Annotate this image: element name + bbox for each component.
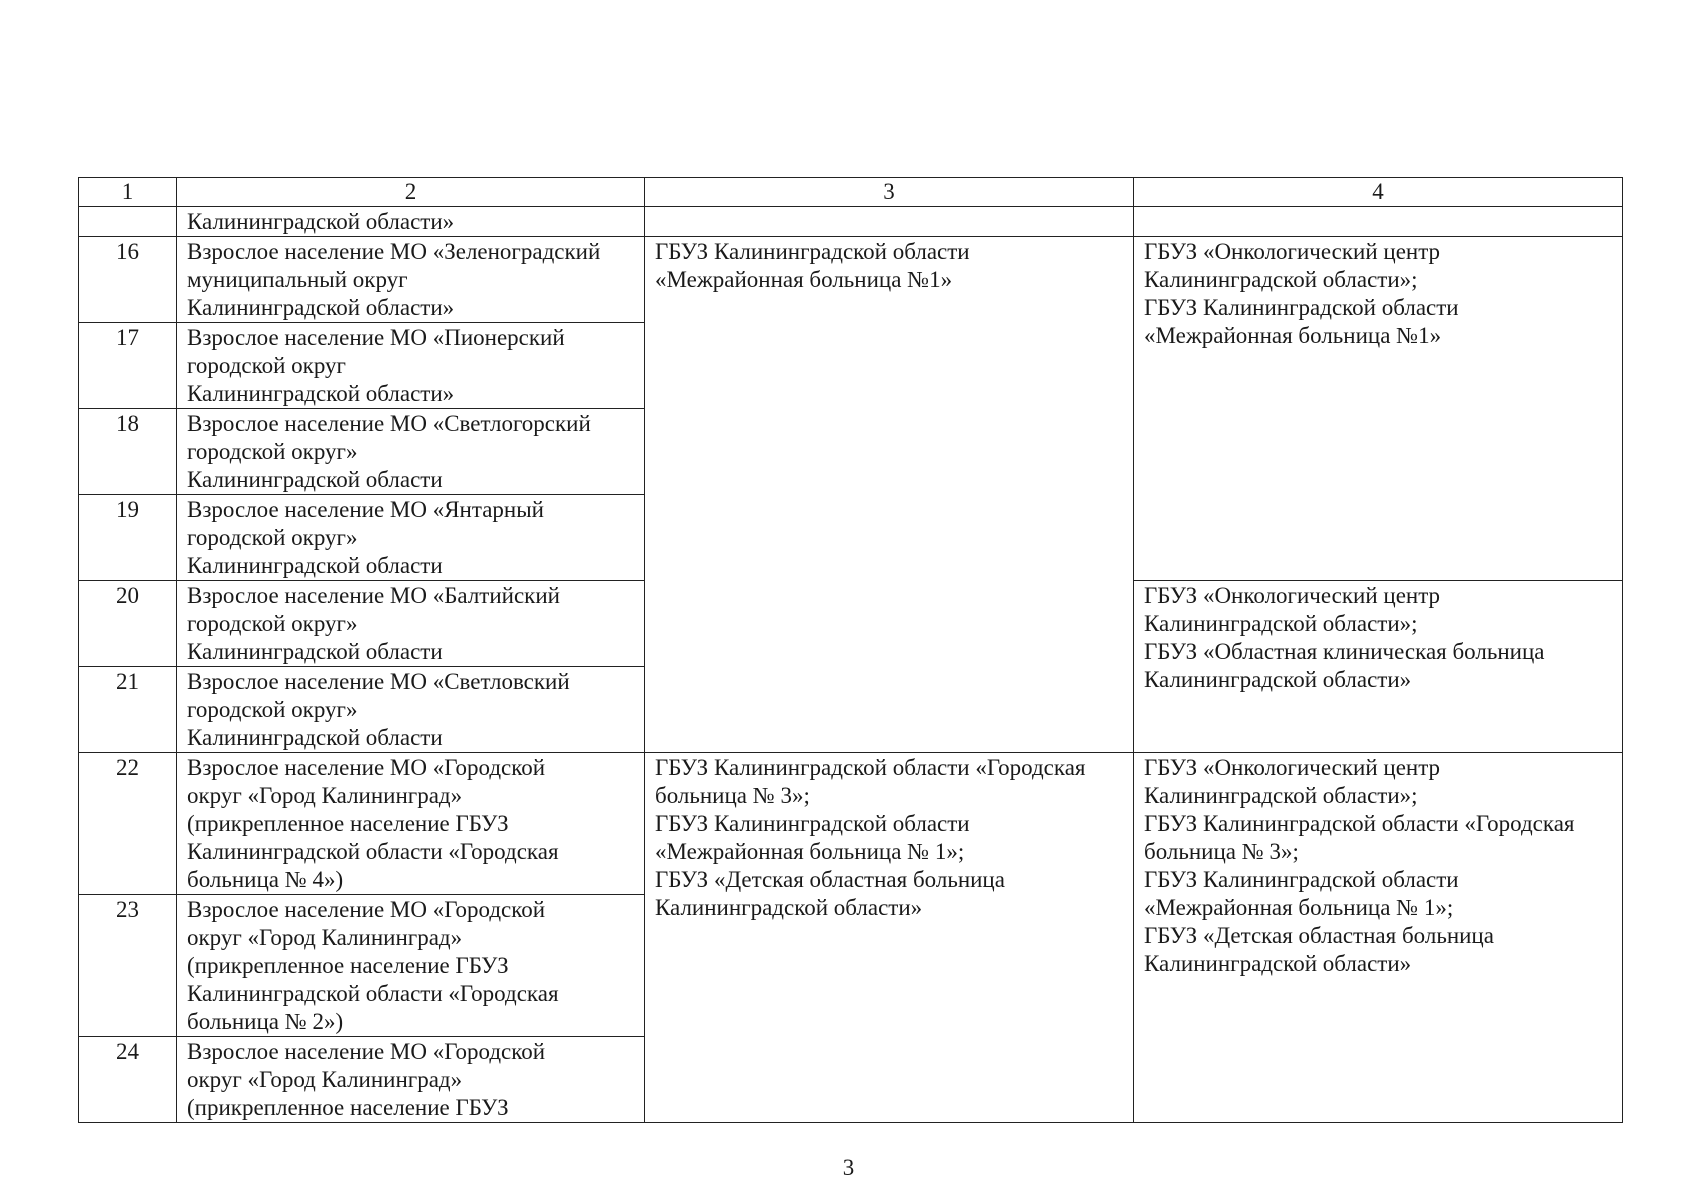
oncology-facility-cell <box>1134 207 1623 237</box>
population-cell: Калининградской области» <box>177 207 645 237</box>
row-number: 24 <box>79 1037 177 1123</box>
table-row-continuation <box>79 207 1623 237</box>
table-header-row <box>79 178 1623 207</box>
page-number: 3 <box>842 1155 855 1180</box>
header-col-1: 1 <box>79 178 177 207</box>
document-table <box>78 177 1623 1123</box>
population-cell: Взрослое население МО «Зеленоградский муниципальный округ Калининградской области» <box>177 237 645 323</box>
row-number-cell <box>79 207 177 237</box>
population-cell: Взрослое население МО «Светловский городской округ» Калининградской области <box>177 667 645 753</box>
care-facility-cell: ГБУЗ Калининградской области «Межрайонная больница №1» <box>645 237 1134 753</box>
row-number: 21 <box>79 667 177 753</box>
table-row <box>79 753 1623 895</box>
care-facility-cell <box>645 207 1134 237</box>
row-number: 23 <box>79 895 177 1037</box>
population-cell: Взрослое население МО «Городской округ «Город Калининград» (прикрепленное население ГБУЗ Калининградской области «Городская больница № 2») <box>177 895 645 1037</box>
population-cell: Взрослое население МО «Пионерский городской округ Калининградской области» <box>177 323 645 409</box>
row-number: 16 <box>79 237 177 323</box>
population-cell: Взрослое население МО «Светлогорский городской округ» Калининградской области <box>177 409 645 495</box>
population-cell: Взрослое население МО «Балтийский городской округ» Калининградской области <box>177 581 645 667</box>
oncology-facility-cell: ГБУЗ «Онкологический центр Калининградской области»; ГБУЗ Калининградской области «Межрайонная больница №1» <box>1134 237 1623 581</box>
row-number: 19 <box>79 495 177 581</box>
population-cell: Взрослое население МО «Янтарный городской округ» Калининградской области <box>177 495 645 581</box>
header-col-2: 2 <box>177 178 645 207</box>
row-number: 17 <box>79 323 177 409</box>
oncology-facility-cell: ГБУЗ «Онкологический центр Калининградской области»; ГБУЗ Калининградской области «Городская больница № 3»; ГБУЗ Калининградской области «Межрайонная больница № 1»; ГБУЗ «Детская областная больница Калининградской области» <box>1134 753 1623 1123</box>
population-cell: Взрослое население МО «Городской округ «Город Калининград» (прикрепленное население ГБУЗ Калининградской области «Городская больница № 4») <box>177 753 645 895</box>
population-cell: Взрослое население МО «Городской округ «Город Калининград» (прикрепленное население ГБУЗ <box>177 1037 645 1123</box>
header-col-4: 4 <box>1134 178 1623 207</box>
row-number: 18 <box>79 409 177 495</box>
care-facility-cell: ГБУЗ Калининградской области «Городская больница № 3»; ГБУЗ Калининградской области «Межрайонная больница № 1»; ГБУЗ «Детская областная больница Калининградской области» <box>645 753 1134 1123</box>
table-row <box>79 237 1623 323</box>
row-number: 20 <box>79 581 177 667</box>
header-col-3: 3 <box>645 178 1134 207</box>
oncology-facility-cell: ГБУЗ «Онкологический центр Калининградской области»; ГБУЗ «Областная клиническая больница Калининградской области» <box>1134 581 1623 753</box>
row-number: 22 <box>79 753 177 895</box>
